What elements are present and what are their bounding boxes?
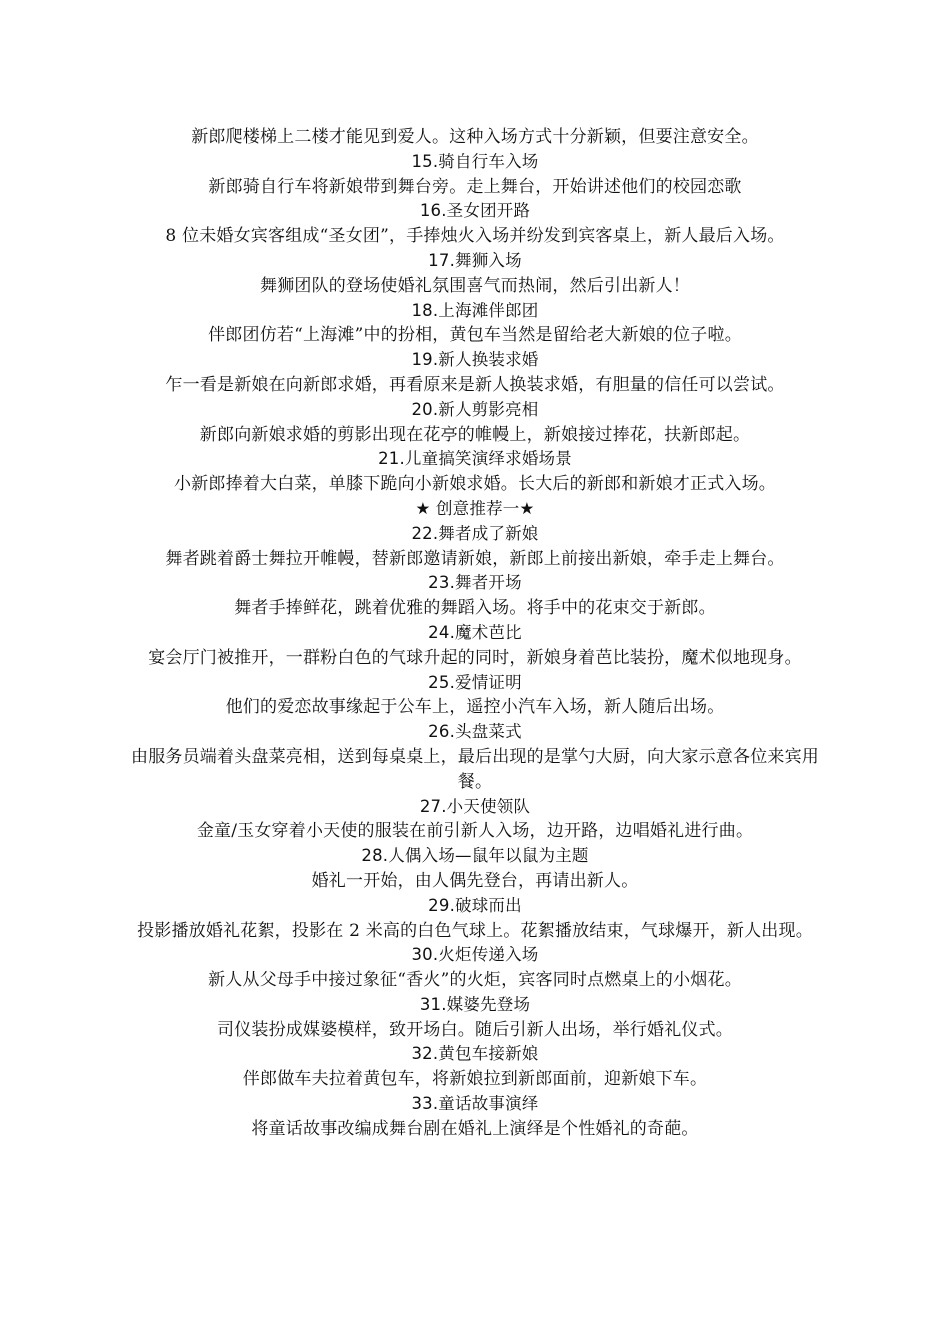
body-paragraph: 8 位未婚女宾客组成“圣女团”，手捧烛火入场并纷发到宾客桌上，新人最后入场。 [165, 226, 785, 247]
section-heading: 17.舞狮入场 [428, 250, 522, 270]
body-paragraph: 宴会厅门被推开，一群粉白色的气球升起的同时，新娘身着芭比装扮，魔术似地现身。 [148, 647, 802, 668]
document-page [0, 125, 950, 1142]
body-paragraph: 舞者跳着爵士舞拉开帷幔，替新郎邀请新娘，新郎上前接出新娘，牵手走上舞台。 [165, 548, 785, 569]
body-paragraph: 新郎向新娘求婚的剪影出现在花亭的帷幔上，新娘接过捧花，扶新郎起。 [199, 424, 751, 445]
body-paragraph: 司仪装扮成媒婆模样，致开场白。随后引新人出场，举行婚礼仪式。 [217, 1019, 733, 1040]
body-paragraph: 伴郎团仿若“上海滩”中的扮相，黄包车当然是留给老大新娘的位子啦。 [208, 325, 742, 346]
section-heading: 19.新人换装求婚 [411, 350, 539, 370]
body-paragraph: 舞者手捧鲜花，跳着优雅的舞蹈入场。将手中的花束交于新郎。 [234, 598, 716, 619]
section-heading: 18.上海滩伴郎团 [411, 300, 539, 320]
body-paragraph: 投影播放婚礼花絮，投影在 2 米高的白色气球上。花絮播放结束，气球爆开，新人出现。 [137, 920, 813, 941]
section-heading: 24.魔术芭比 [428, 622, 522, 642]
document-content [0, 125, 950, 1142]
section-heading: 33.童话故事演绎 [411, 1094, 539, 1114]
body-paragraph: 新人从父母手中接过象征“香火”的火炬，宾客同时点燃桌上的小烟花。 [208, 970, 742, 991]
body-paragraph: 新郎骑自行车将新娘带到舞台旁。走上舞台，开始讲述他们的校园恋歌 [208, 176, 742, 197]
body-paragraph: 乍一看是新娘在向新郎求婚，再看原来是新人换装求婚，有胆量的信任可以尝试。 [165, 374, 785, 395]
section-heading: 28.人偶入场—鼠年以鼠为主题 [361, 846, 589, 866]
section-heading: 30.火炬传递入场 [411, 945, 539, 965]
body-paragraph: 婚礼一开始，由人偶先登台，再请出新人。 [311, 870, 639, 891]
section-heading: 32.黄包车接新娘 [411, 1044, 539, 1064]
section-heading: 26.头盘菜式 [428, 722, 522, 742]
section-heading: 22.舞者成了新娘 [411, 523, 539, 543]
section-heading: 23.舞者开场 [428, 573, 522, 593]
body-paragraph: 新郎爬楼梯上二楼才能见到爱人。这种入场方式十分新颖，但要注意安全。 [191, 127, 759, 147]
section-heading: 15.骑自行车入场 [411, 151, 539, 171]
section-heading: 31.媒婆先登场 [419, 994, 531, 1014]
body-paragraph: 他们的爱恋故事缘起于公车上，遥控小汽车入场，新人随后出场。 [225, 697, 725, 718]
body-paragraph: 金童/玉女穿着小天使的服装在前引新人入场，边开路，边唱婚礼进行曲。 [196, 821, 754, 842]
recommendation-marker: ★ 创意推荐一★ [415, 498, 535, 518]
body-paragraph: 由服务员端着头盘菜亮相，送到每桌桌上，最后出现的是掌勺大厨，向大家示意各位来宾用餐。 [131, 746, 819, 792]
section-heading: 27.小天使领队 [419, 796, 531, 816]
body-paragraph: 伴郎做车夫拉着黄包车，将新娘拉到新郎面前，迎新娘下车。 [242, 1069, 708, 1090]
section-heading: 20.新人剪影亮相 [411, 399, 539, 419]
section-heading: 25.爱情证明 [428, 672, 522, 692]
section-heading: 16.圣女团开路 [419, 201, 531, 221]
body-paragraph: 小新郎捧着大白菜，单膝下跪向小新娘求婚。长大后的新郎和新娘才正式入场。 [174, 474, 776, 495]
section-heading: 29.破球而出 [428, 895, 522, 915]
body-paragraph: 舞狮团队的登场使婚礼氛围喜气而热闹，然后引出新人！ [260, 275, 690, 296]
body-paragraph: 将童话故事改编成舞台剧在婚礼上演绎是个性婚礼的奇葩。 [251, 1118, 699, 1139]
section-heading: 21.儿童搞笑演绎求婚场景 [378, 449, 572, 469]
